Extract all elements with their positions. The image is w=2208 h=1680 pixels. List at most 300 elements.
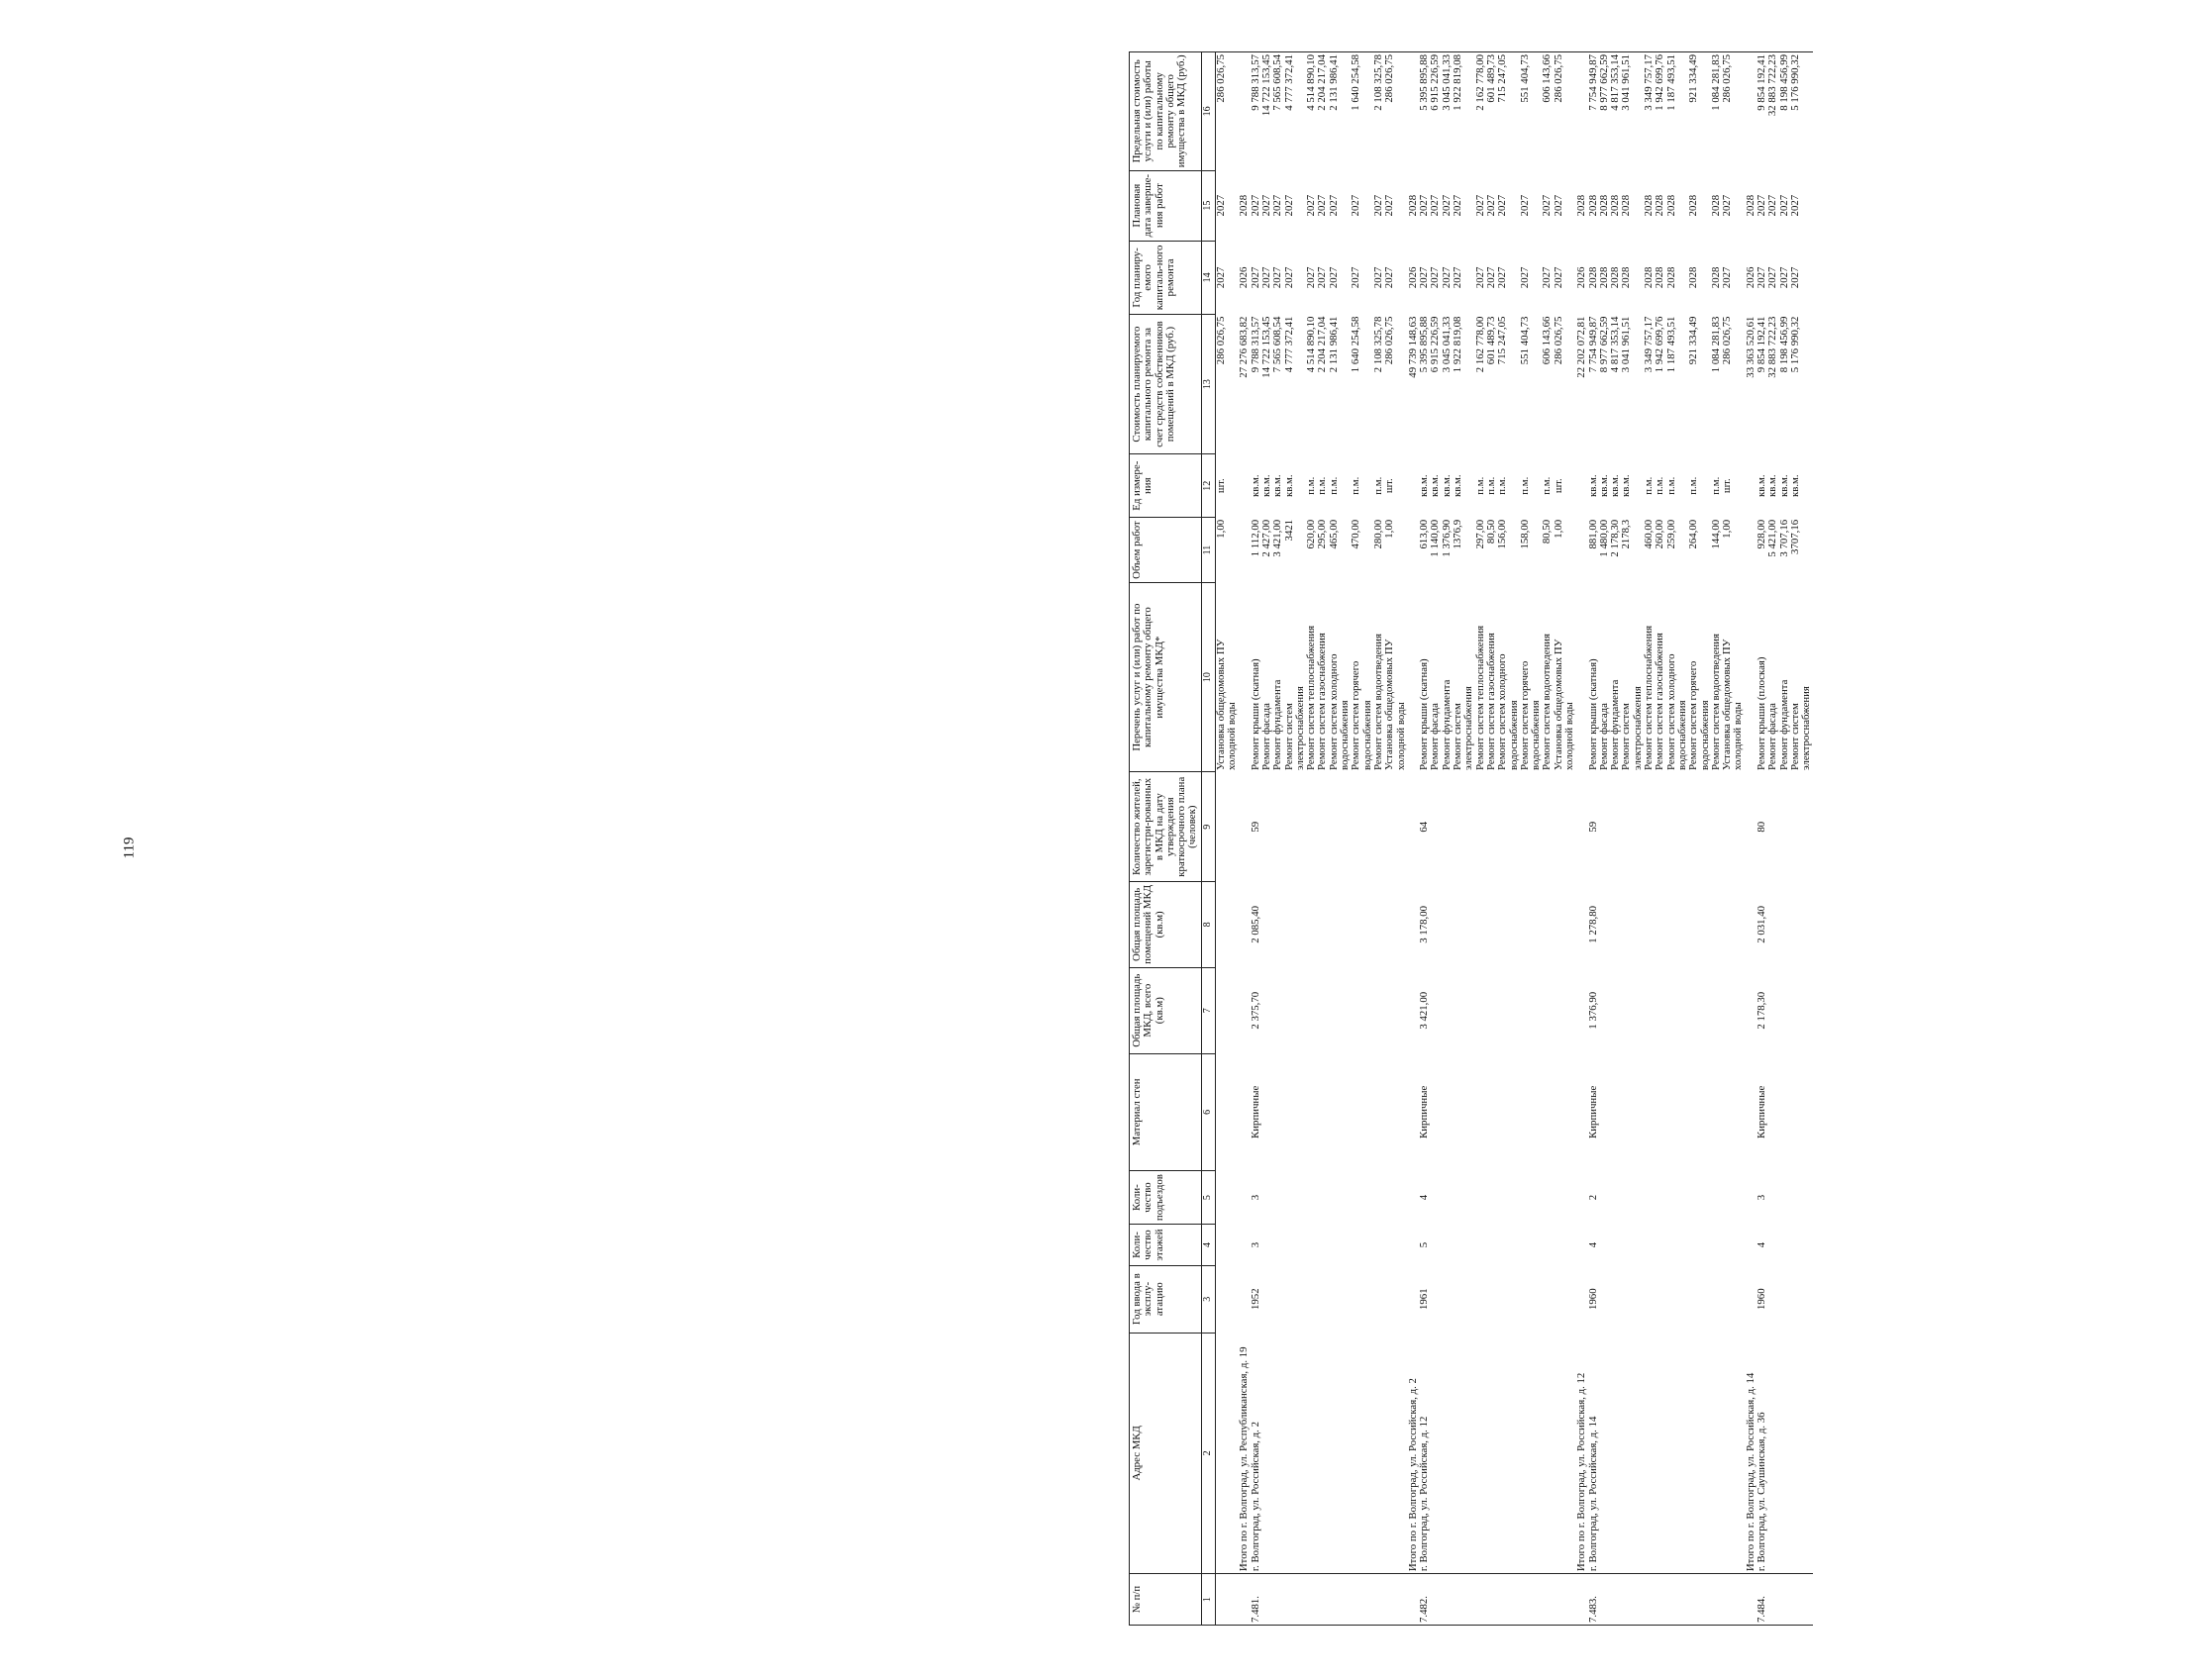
work-year: 2027: [1282, 266, 1295, 289]
row-number: [1453, 1574, 1475, 1626]
row-number: [1542, 1574, 1553, 1626]
year-built: [1351, 1265, 1373, 1333]
total-label: Итого по г. Волгоград, ул. Российская, д. 2: [1407, 1333, 1419, 1574]
work-end-year: 2027: [1418, 194, 1431, 217]
work-year: 2027: [1418, 266, 1431, 289]
floors: [1306, 1225, 1317, 1266]
col-header: Материал стен: [1130, 1053, 1202, 1170]
row-number: [1666, 1574, 1689, 1626]
col-header: Плановая дата заверше-ния работ: [1130, 170, 1202, 241]
table-row: [1272, 52, 1283, 1626]
table-row: [1722, 52, 1745, 1626]
column-number: 8: [1201, 881, 1215, 967]
address: г. Волгоград, ул. Саушинская, д. 36: [1756, 1333, 1767, 1574]
column-number: 14: [1201, 241, 1215, 314]
residents: [1688, 772, 1711, 882]
col-header: Коли-чество этажей: [1130, 1225, 1202, 1266]
work-limit-cost: 32 883 722,23: [1767, 52, 1778, 171]
work-volume: 2 178,30: [1609, 519, 1622, 557]
rooms-area: [1621, 881, 1644, 967]
row-number: [1272, 1574, 1283, 1626]
work-unit: кв.м.: [1597, 474, 1610, 497]
year-built: [1621, 1265, 1644, 1333]
total-row: [1238, 52, 1250, 1626]
table-row: [1666, 52, 1689, 1626]
total-end-year: 2028: [1238, 194, 1251, 217]
row-number: 7.484.: [1756, 1574, 1767, 1626]
residents: [1284, 772, 1307, 882]
work-cost: 286 026,75: [1552, 316, 1564, 365]
empty-cell: [1575, 772, 1587, 882]
work-volume: 259,00: [1664, 519, 1677, 549]
column-number: 5: [1201, 1171, 1215, 1225]
work-cost: 606 143,66: [1541, 316, 1554, 365]
address: [1655, 1333, 1665, 1574]
work-end-year: 2027: [1371, 194, 1384, 217]
work-name-line: Ремонт систем водоотведения: [1541, 633, 1554, 770]
floors: [1430, 1225, 1441, 1266]
floors: 4: [1756, 1241, 1768, 1248]
rooms-area: [1453, 881, 1475, 967]
work-volume: 3421: [1282, 519, 1295, 542]
floors: [1666, 1225, 1689, 1266]
floors: [1215, 1225, 1238, 1266]
total-area: [1520, 967, 1543, 1053]
work-cost: 32 883 722,23: [1766, 316, 1779, 378]
work-limit-cost: 2 204 217,04: [1317, 52, 1328, 171]
wall-material: [1779, 1053, 1790, 1170]
rooms-area: [1497, 881, 1520, 967]
work-end-year: 2027: [1552, 194, 1564, 217]
work-name-line: холодной воды: [1394, 702, 1407, 770]
work-limit-cost: 4 777 372,41: [1284, 52, 1307, 171]
floors: [1520, 1225, 1543, 1266]
work-year: 2027: [1316, 266, 1329, 289]
residents: 59: [1249, 821, 1261, 833]
address: [1317, 1333, 1328, 1574]
floors: [1272, 1225, 1283, 1266]
work-name: [1688, 582, 1711, 772]
total-area: [1666, 967, 1689, 1053]
work-limit-cost: 2 131 986,41: [1329, 52, 1352, 171]
work-name-line: электроснабжения: [1631, 686, 1644, 770]
residents: [1520, 772, 1543, 882]
table-row: [1351, 52, 1373, 1626]
work-limit-cost: 1 922 819,08: [1453, 52, 1475, 171]
wall-material: [1430, 1053, 1441, 1170]
year-built: [1430, 1265, 1441, 1333]
work-cost: 2 162 778,00: [1473, 316, 1486, 373]
address: [1261, 1333, 1272, 1574]
work-unit: шт.: [1383, 478, 1396, 494]
work-volume: 460,00: [1643, 519, 1656, 549]
total-area: [1779, 967, 1790, 1053]
work-limit-cost: 4 817 353,14: [1610, 52, 1621, 171]
total-label: Итого по г. Волгоград, ул. Российская, д. 14: [1745, 1333, 1756, 1574]
floors: [1261, 1225, 1272, 1266]
work-volume: 2178,3: [1620, 519, 1633, 549]
entrances: [1767, 1171, 1778, 1225]
work-limit-cost: 1 942 699,76: [1655, 52, 1665, 171]
entrances: [1384, 1171, 1407, 1225]
work-name-line: Ремонт систем: [1788, 703, 1801, 770]
floors: [1351, 1225, 1373, 1266]
address: [1284, 1333, 1307, 1574]
total-area: [1542, 967, 1553, 1053]
work-name-line: Ремонт систем газоснабжения: [1654, 633, 1666, 770]
work-year: 2027: [1383, 266, 1396, 289]
year-built: [1442, 1265, 1453, 1333]
rooms-area: [1790, 881, 1813, 967]
work-year: 2027: [1371, 266, 1384, 289]
work-name-line: водоснабжения: [1698, 700, 1711, 770]
column-number: 2: [1201, 1333, 1215, 1574]
rooms-area: [1666, 881, 1689, 967]
work-end-year: 2027: [1788, 194, 1801, 217]
rooms-area: [1610, 881, 1621, 967]
work-year: 2027: [1518, 266, 1531, 289]
work-limit-cost: 2 162 778,00: [1475, 52, 1486, 171]
entrances: [1644, 1171, 1655, 1225]
work-unit: п.м.: [1473, 476, 1486, 495]
work-cost: 1 922 819,08: [1452, 316, 1464, 373]
work-name-line: водоснабжения: [1507, 700, 1520, 770]
work-name-line: Установка общедомовых ПУ: [1214, 639, 1227, 770]
work-limit-cost: 8 977 662,59: [1599, 52, 1610, 171]
work-name: [1722, 582, 1745, 772]
wall-material: [1475, 1053, 1486, 1170]
floors: [1497, 1225, 1520, 1266]
rooms-area: [1261, 881, 1272, 967]
work-name-line: Установка общедомовых ПУ: [1383, 639, 1396, 770]
row-number: [1430, 1574, 1441, 1626]
rooms-area: [1317, 881, 1328, 967]
empty-cell: [1238, 518, 1250, 582]
entrances: [1329, 1171, 1352, 1225]
total-area: [1351, 967, 1373, 1053]
entrances: [1215, 1171, 1238, 1225]
floors: [1790, 1225, 1813, 1266]
work-year: 2028: [1597, 266, 1610, 289]
work-limit-cost: 715 247,05: [1497, 52, 1520, 171]
col-header: Коли-чество подъездов: [1130, 1171, 1202, 1225]
row-number: [1475, 1574, 1486, 1626]
total-year: 2026: [1238, 266, 1251, 289]
work-volume: 1,00: [1383, 519, 1396, 539]
residents: 59: [1586, 821, 1599, 833]
work-end-year: 2027: [1249, 194, 1261, 217]
work-cost: 5 176 990,32: [1788, 316, 1801, 373]
work-volume: 2 427,00: [1259, 519, 1272, 557]
empty-cell: [1575, 52, 1587, 171]
work-name-line: Ремонт фундамента: [1271, 679, 1284, 770]
row-number: [1554, 1574, 1576, 1626]
work-name-line: Установка общедомовых ПУ: [1552, 639, 1564, 770]
year-built: [1317, 1265, 1328, 1333]
work-volume: 3707,16: [1788, 519, 1801, 554]
work-end-year: 2027: [1440, 194, 1453, 217]
wall-material: Кирпичные: [1418, 1085, 1431, 1138]
total-area: [1453, 967, 1475, 1053]
residents: [1306, 772, 1317, 882]
floors: 4: [1586, 1241, 1599, 1248]
year-built: [1610, 1265, 1621, 1333]
wall-material: [1453, 1053, 1475, 1170]
total-label: Итого по г. Волгоград, ул. Российская, д. 12: [1575, 1333, 1587, 1574]
work-cost: 4 514 890,10: [1305, 316, 1318, 373]
work-name: [1351, 582, 1373, 772]
empty-cell: [1238, 582, 1250, 772]
residents: [1599, 772, 1610, 882]
rooms-area: [1688, 881, 1711, 967]
residents: [1384, 772, 1407, 882]
entrances: [1610, 1171, 1621, 1225]
year-built: 1961: [1418, 1288, 1431, 1310]
work-unit: п.м.: [1687, 476, 1700, 495]
entrances: [1351, 1171, 1373, 1225]
total-area: [1688, 967, 1711, 1053]
work-cost: 3 041 961,51: [1620, 316, 1633, 373]
column-number: 4: [1201, 1225, 1215, 1266]
entrances: [1722, 1171, 1745, 1225]
work-name-line: Ремонт фасада: [1597, 703, 1610, 770]
residents: [1215, 772, 1238, 882]
residents: [1711, 772, 1722, 882]
empty-cell: [1575, 1265, 1587, 1333]
work-year: 2027: [1541, 266, 1554, 289]
work-name: [1384, 582, 1407, 772]
work-name-line: Ремонт фасада: [1259, 703, 1272, 770]
row-number: 7.481.: [1251, 1574, 1261, 1626]
work-unit: кв.м.: [1452, 474, 1464, 497]
work-cost: 2 108 325,78: [1371, 316, 1384, 373]
residents: [1442, 772, 1453, 882]
work-end-year: 2027: [1429, 194, 1442, 217]
work-name-line: электроснабжения: [1293, 686, 1306, 770]
work-end-year: 2027: [1305, 194, 1318, 217]
work-cost: 9 788 313,57: [1249, 316, 1261, 373]
work-year: 2028: [1620, 266, 1633, 289]
rooms-area: [1767, 881, 1778, 967]
work-name-line: электроснабжения: [1462, 686, 1475, 770]
table-row: [1329, 52, 1352, 1626]
year-built: [1779, 1265, 1790, 1333]
address: [1554, 1333, 1576, 1574]
column-number: 16: [1201, 52, 1215, 171]
work-volume: 295,00: [1316, 519, 1329, 549]
total-end-year: 2028: [1575, 194, 1588, 217]
address: [1644, 1333, 1655, 1574]
work-cost: 1 640 254,58: [1350, 316, 1362, 373]
row-number: [1261, 1574, 1272, 1626]
work-year: 2027: [1777, 266, 1790, 289]
total-area: [1621, 967, 1644, 1053]
work-unit: кв.м.: [1249, 474, 1261, 497]
entrances: [1430, 1171, 1441, 1225]
column-number: 3: [1201, 1265, 1215, 1333]
work-end-year: 2028: [1597, 194, 1610, 217]
rooms-area: [1351, 881, 1373, 967]
total-cost: 33 363 520,61: [1744, 316, 1756, 378]
empty-cell: [1238, 881, 1250, 967]
year-built: [1599, 1265, 1610, 1333]
rooms-area: 1 278,80: [1586, 905, 1599, 943]
work-name: [1497, 582, 1520, 772]
work-cost: 9 854 192,41: [1756, 316, 1768, 373]
total-area: 2 375,70: [1249, 991, 1261, 1030]
work-limit-cost: 14 722 153,45: [1261, 52, 1272, 171]
row-number: [1610, 1574, 1621, 1626]
work-year: 2028: [1687, 266, 1700, 289]
year-built: [1688, 1265, 1711, 1333]
residents: [1554, 772, 1576, 882]
entrances: 3: [1756, 1194, 1768, 1201]
total-row: [1575, 52, 1587, 1626]
work-cost: 4 777 372,41: [1282, 316, 1295, 373]
address: [1373, 1333, 1384, 1574]
work-unit: шт.: [1214, 478, 1227, 494]
work-name-line: Ремонт фундамента: [1609, 679, 1622, 770]
row-number: [1790, 1574, 1813, 1626]
work-unit: кв.м.: [1586, 474, 1599, 497]
residents: [1542, 772, 1553, 882]
row-number: [1779, 1574, 1790, 1626]
row-number: [1442, 1574, 1453, 1626]
work-year: 2028: [1586, 266, 1599, 289]
row-number: [1497, 1574, 1520, 1626]
empty-cell: [1238, 454, 1250, 518]
work-volume: 260,00: [1654, 519, 1666, 549]
residents: [1655, 772, 1665, 882]
work-unit: кв.м.: [1259, 474, 1272, 497]
empty-cell: [1238, 1053, 1250, 1170]
floors: [1711, 1225, 1722, 1266]
wall-material: [1373, 1053, 1384, 1170]
work-limit-cost: 1 084 281,83: [1711, 52, 1722, 171]
work-end-year: 2028: [1643, 194, 1656, 217]
work-volume: 620,00: [1305, 519, 1318, 549]
col-header: Предельная стоимость услуги и (или) работы по капитальному ремонту общего имущества в МКД (руб.): [1130, 52, 1202, 171]
residents: 64: [1418, 821, 1431, 833]
work-cost: 551 404,73: [1518, 316, 1531, 365]
total-area: [1306, 967, 1317, 1053]
work-cost: 6 915 226,59: [1429, 316, 1442, 373]
wall-material: [1711, 1053, 1722, 1170]
rooms-area: [1284, 881, 1307, 967]
floors: [1767, 1225, 1778, 1266]
work-end-year: 2027: [1452, 194, 1464, 217]
floors: [1284, 1225, 1307, 1266]
work-volume: 297,00: [1473, 519, 1486, 549]
work-name-line: Ремонт систем: [1620, 703, 1633, 770]
work-end-year: 2027: [1541, 194, 1554, 217]
work-unit: шт.: [1721, 478, 1734, 494]
work-end-year: 2027: [1214, 194, 1227, 217]
work-unit: п.м.: [1518, 476, 1531, 495]
rooms-area: [1384, 881, 1407, 967]
work-cost: 601 489,73: [1484, 316, 1497, 365]
rooms-area: [1306, 881, 1317, 967]
work-limit-cost: 6 915 226,59: [1430, 52, 1441, 171]
work-limit-cost: 5 176 990,32: [1790, 52, 1813, 171]
entrances: 3: [1249, 1194, 1261, 1201]
wall-material: [1261, 1053, 1272, 1170]
work-name-line: Ремонт фасада: [1429, 703, 1442, 770]
table-row: [1767, 52, 1778, 1626]
work-name: [1554, 582, 1576, 772]
work-cost: 921 334,49: [1687, 316, 1700, 365]
entrances: [1666, 1171, 1689, 1225]
work-name-line: Ремонт систем холодного: [1664, 653, 1677, 770]
work-unit: кв.м.: [1620, 474, 1633, 497]
floors: [1688, 1225, 1711, 1266]
work-volume: 465,00: [1327, 519, 1340, 549]
residents: [1317, 772, 1328, 882]
col-header: Общая площадь МКД, всего (кв.м): [1130, 967, 1202, 1053]
work-limit-cost: 9 854 192,41: [1756, 52, 1767, 171]
residents: [1666, 772, 1689, 882]
work-limit-cost: 286 026,75: [1215, 52, 1238, 171]
total-end-year: 2028: [1744, 194, 1756, 217]
row-number: [1329, 1574, 1352, 1626]
empty-cell: [1575, 1225, 1587, 1266]
table-row: [1790, 52, 1813, 1626]
rooms-area: [1779, 881, 1790, 967]
work-year: 2027: [1473, 266, 1486, 289]
work-end-year: 2027: [1350, 194, 1362, 217]
page-number: 119: [121, 837, 138, 859]
work-name-line: электроснабжения: [1800, 686, 1813, 770]
total-year: 2026: [1744, 266, 1756, 289]
work-name-line: Ремонт систем: [1452, 703, 1464, 770]
work-unit: п.м.: [1664, 476, 1677, 495]
total-area: [1272, 967, 1283, 1053]
year-built: [1666, 1265, 1689, 1333]
work-unit: кв.м.: [1756, 474, 1768, 497]
empty-cell: [1238, 52, 1250, 171]
wall-material: [1351, 1053, 1373, 1170]
work-volume: 470,00: [1350, 519, 1362, 549]
entrances: [1711, 1171, 1722, 1225]
col-header: Перечень услуг и (или) работ по капитальному ремонту общего имущества МКД*: [1130, 582, 1202, 772]
work-name-line: Ремонт систем горячего: [1518, 660, 1531, 770]
total-area: [1599, 967, 1610, 1053]
residents: [1351, 772, 1373, 882]
total-area: 1 376,90: [1586, 991, 1599, 1030]
year-built: [1215, 1265, 1238, 1333]
work-year: 2027: [1327, 266, 1340, 289]
rooms-area: [1329, 881, 1352, 967]
row-number: [1215, 1574, 1238, 1626]
work-name-line: Ремонт систем холодного: [1327, 653, 1340, 770]
work-end-year: 2027: [1484, 194, 1497, 217]
empty-cell: [1575, 1053, 1587, 1170]
entrances: [1486, 1171, 1497, 1225]
wall-material: [1329, 1053, 1352, 1170]
address: [1542, 1333, 1553, 1574]
empty-cell: [1575, 454, 1587, 518]
work-limit-cost: 1 187 493,51: [1666, 52, 1689, 171]
work-volume: 158,00: [1518, 519, 1531, 549]
total-cost: 27 276 683,82: [1238, 316, 1251, 378]
floors: [1610, 1225, 1621, 1266]
floors: [1655, 1225, 1665, 1266]
wall-material: Кирпичные: [1756, 1085, 1768, 1138]
total-area: [1261, 967, 1272, 1053]
year-built: 1960: [1586, 1288, 1599, 1310]
wall-material: [1554, 1053, 1576, 1170]
rooms-area: [1542, 881, 1553, 967]
